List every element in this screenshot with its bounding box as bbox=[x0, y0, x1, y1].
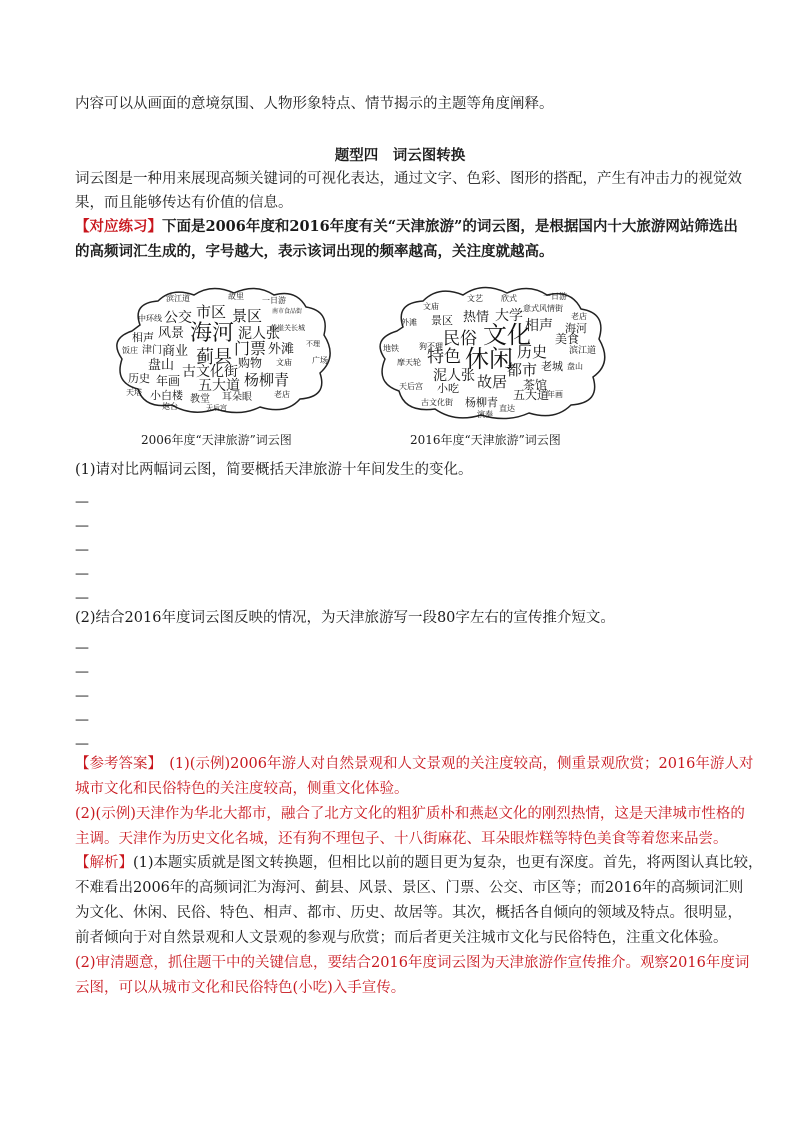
cloud-2016-word: 一日游 bbox=[543, 292, 567, 301]
cloud-2006-word: 海河 bbox=[190, 321, 235, 346]
cloud-2016-word: 小吃 bbox=[437, 382, 459, 395]
cloud-2006-word: 津门 bbox=[142, 345, 162, 356]
cloud-2006-word: 五大道 bbox=[198, 378, 240, 394]
analysis-tag: 【解析】 bbox=[75, 855, 133, 871]
cloud-2016-word: 历史 bbox=[517, 343, 548, 361]
answer-blank-2[interactable]: — bbox=[75, 518, 89, 534]
cloud-2006-word: 蓟县 bbox=[196, 347, 232, 368]
cloud-2016-word: 外滩 bbox=[401, 318, 417, 327]
question-1: (1)请对比两幅词云图，简要概括天津旅游十年间发生的变化。 bbox=[75, 462, 473, 478]
analysis-text-1: (1)本题实质就是图文转换题，但相比以前的题目更为复杂，也更有深度。首先，将两图认真比较， bbox=[133, 855, 763, 871]
cloud-2016-word: 文艺 bbox=[467, 294, 483, 303]
cloud-2006-word: 小白楼 bbox=[150, 389, 183, 402]
cloud-2016-word: 天后宫 bbox=[399, 382, 423, 391]
intro-line: 内容可以从画面的意境氛围、人物形象特点、情节揭示的主题等角度阐释。 bbox=[75, 96, 554, 112]
cloud-2016-word: 都市 bbox=[507, 361, 538, 379]
answer-line-3: (2)(示例)天津作为华北大都市，融合了北方文化的粗犷质朴和燕赵文化的刚烈热情，这是天津城市性格的 bbox=[75, 806, 745, 822]
practice-text-1: 下面是2006年度和2016年度有关“天津旅游”的词云图，是根据国内十大旅游网站筛选出 bbox=[162, 218, 738, 235]
cloud-2016-word: 摩天轮 bbox=[397, 358, 421, 367]
cloud-2016-word: 民俗 bbox=[443, 329, 477, 349]
cloud-2006-word: 天塔 bbox=[126, 388, 142, 397]
cloud-2016-word: 五大道 bbox=[513, 388, 550, 402]
cloud-2006-word: 天后宫 bbox=[206, 404, 227, 412]
cloud-2006-word: 不理 bbox=[306, 340, 320, 348]
answer-blank-7[interactable]: — bbox=[75, 664, 89, 680]
cloud-2016-word: 美食 bbox=[555, 332, 580, 346]
cloud-2016-word: 年画 bbox=[547, 390, 563, 399]
cloud-2016-word: 大学 bbox=[495, 308, 523, 324]
description-line-1: 词云图是一种用来展现高频关键词的可视化表达，通过文字、色彩、图形的搭配，产生有冲击力的视觉效 bbox=[75, 171, 742, 187]
cloud-2006-word: 文庙 bbox=[276, 358, 292, 367]
cloud-2016-word: 滨江道 bbox=[569, 346, 597, 356]
practice-line-2: 的高频词汇生成的，字号越大，表示该词出现的频率越高，关注度就越高。 bbox=[75, 243, 554, 260]
cloud-2016-word: 泥人张 bbox=[433, 368, 475, 384]
answer-text-1: (1)(示例)2006年游人对自然景观和人文景观的关注度较高，侧重景观欣赏；2016年游人对 bbox=[154, 756, 754, 772]
cloud-2006-word: 门票 bbox=[234, 339, 267, 358]
analysis-line-1 bbox=[75, 853, 763, 873]
cloud-2016-word: 演奏 bbox=[477, 410, 493, 419]
cloud-2006-word: 滨江道 bbox=[166, 294, 190, 303]
answer-line-4: 主调。天津作为历史文化名城，还有狗不理包子、十八街麻花、耳朵眼炸糕等特色美食等着您来品尝。 bbox=[75, 831, 728, 847]
cloud-2006-word: 年画 bbox=[156, 374, 181, 388]
cloud-2016-word: 文庙 bbox=[423, 302, 439, 311]
answer-blank-6[interactable]: — bbox=[75, 640, 89, 656]
answer-line-2: 城市文化和民俗特色的关注度较高，侧重文化体验。 bbox=[75, 781, 409, 797]
cloud-2016-word: 特色 bbox=[427, 347, 461, 367]
word-cloud-2006 bbox=[110, 285, 335, 415]
cloud-2006-word: 外滩 bbox=[268, 342, 295, 357]
cloud-2006-word: 公交 bbox=[164, 310, 192, 326]
cloud-2006-word: 老店 bbox=[274, 390, 290, 399]
cloud-2006-word: 古文化街 bbox=[182, 364, 238, 380]
answer-blank-1[interactable]: — bbox=[75, 494, 89, 510]
answer-line-1 bbox=[75, 754, 754, 774]
caption-2016: 2016年度“天津旅游”词云图 bbox=[410, 433, 561, 447]
cloud-2006-word: 教堂 bbox=[190, 394, 210, 405]
answer-blank-4[interactable]: — bbox=[75, 566, 89, 582]
answer-tag: 【参考答案】 bbox=[75, 756, 155, 772]
cloud-2006-word: 泥人张 bbox=[238, 326, 280, 342]
answer-blank-3[interactable]: — bbox=[75, 542, 89, 558]
cloud-2016-word: 海河 bbox=[565, 322, 587, 335]
cloud-2006-word: 炮台 bbox=[162, 402, 178, 411]
description-line-2: 果，而且能够传达有价值的信息。 bbox=[75, 195, 293, 211]
cloud-2016-word: 文化 bbox=[483, 321, 531, 349]
cloud-2006-word: 广场 bbox=[312, 356, 328, 365]
practice-tag: 【对应练习】 bbox=[75, 218, 162, 235]
cloud-2016-word: 欣式 bbox=[501, 294, 517, 303]
cloud-2006-word: 风景 bbox=[158, 326, 185, 341]
analysis-line-3: 为文化、休闲、民俗、特色、相声、都市、历史、故居等。其次，概括各自倾向的领域及特点。很明显， bbox=[75, 905, 742, 921]
cloud-2016-word: 地铁 bbox=[383, 344, 399, 353]
analysis-line-4: 前者倾向于对自然景观和人文景观的参观与欣赏；而后者更关注城市文化与民俗特色，注重文化体验。 bbox=[75, 930, 728, 946]
cloud-2006-word: 商业 bbox=[162, 344, 189, 359]
analysis-line-2: 不难看出2006年的高频词汇为海河、蓟县、风景、景区、门票、公交、市区等；而2016年的高频词汇则 bbox=[75, 880, 744, 896]
cloud-2016-word: 相声 bbox=[525, 318, 553, 334]
cloud-2016-word: 热情 bbox=[463, 310, 490, 325]
practice-line-1 bbox=[75, 217, 738, 237]
answer-blank-9[interactable]: — bbox=[75, 712, 89, 728]
cloud-2006-word: 故里 bbox=[228, 292, 244, 301]
answer-blank-8[interactable]: — bbox=[75, 688, 89, 704]
analysis-line-6: 云图，可以从城市文化和民俗特色(小吃)入手宣传。 bbox=[75, 980, 406, 996]
cloud-2016-word: 狗不理 bbox=[419, 342, 443, 351]
cloud-2006-word: 景区 bbox=[232, 307, 263, 325]
answer-blank-10[interactable]: — bbox=[75, 736, 89, 752]
cloud-2006-word: 南市食品街 bbox=[272, 308, 303, 315]
cloud-2016-word: 直达 bbox=[499, 404, 515, 413]
cloud-2006-word: 杨柳青 bbox=[244, 371, 290, 389]
cloud-2016-word: 老店 bbox=[571, 312, 587, 321]
cloud-2016-word: 古文化街 bbox=[421, 398, 453, 407]
cloud-2006-word: 一日游 bbox=[262, 296, 286, 305]
analysis-line-5: (2)审清题意，抓住题干中的关键信息，要结合2016年度词云图为天津旅游作宣传推介。观察2016年度词 bbox=[75, 955, 750, 971]
caption-2006: 2006年度“天津旅游”词云图 bbox=[141, 433, 292, 447]
cloud-2006-word: 盘山 bbox=[148, 358, 175, 373]
cloud-2006-word: 市区 bbox=[196, 303, 227, 321]
cloud-2006-word: 中环线 bbox=[138, 314, 162, 323]
question-2: (2)结合2016年度词云图反映的情况，为天津旅游写一段80字左右的宣传推介短文。 bbox=[75, 610, 615, 626]
cloud-2006-word: 耳朵眼 bbox=[222, 392, 252, 403]
cloud-2006-word: 相声 bbox=[132, 331, 154, 344]
cloud-2016-word: 杨柳青 bbox=[465, 396, 498, 409]
answer-blank-5[interactable]: — bbox=[75, 590, 89, 606]
cloud-2016-word: 茶馆 bbox=[523, 378, 548, 392]
cloud-2006-word: 饭庄 bbox=[122, 346, 138, 355]
cloud-2016-word: 意式风情街 bbox=[523, 304, 563, 313]
cloud-2016-word: 盘山 bbox=[567, 362, 583, 371]
cloud-2006-word: 黄崖关长城 bbox=[270, 324, 305, 332]
section-title: 题型四 词云图转换 bbox=[334, 147, 466, 164]
cloud-2006-word: 历史 bbox=[128, 372, 150, 385]
cloud-2016-word: 景区 bbox=[431, 314, 453, 327]
word-cloud-2016 bbox=[375, 283, 610, 421]
cloud-2006-word: 购物 bbox=[238, 356, 263, 370]
cloud-2016-word: 故居 bbox=[477, 373, 508, 391]
cloud-2016-word: 休闲 bbox=[465, 345, 513, 373]
cloud-2016-word: 老城 bbox=[541, 360, 563, 373]
